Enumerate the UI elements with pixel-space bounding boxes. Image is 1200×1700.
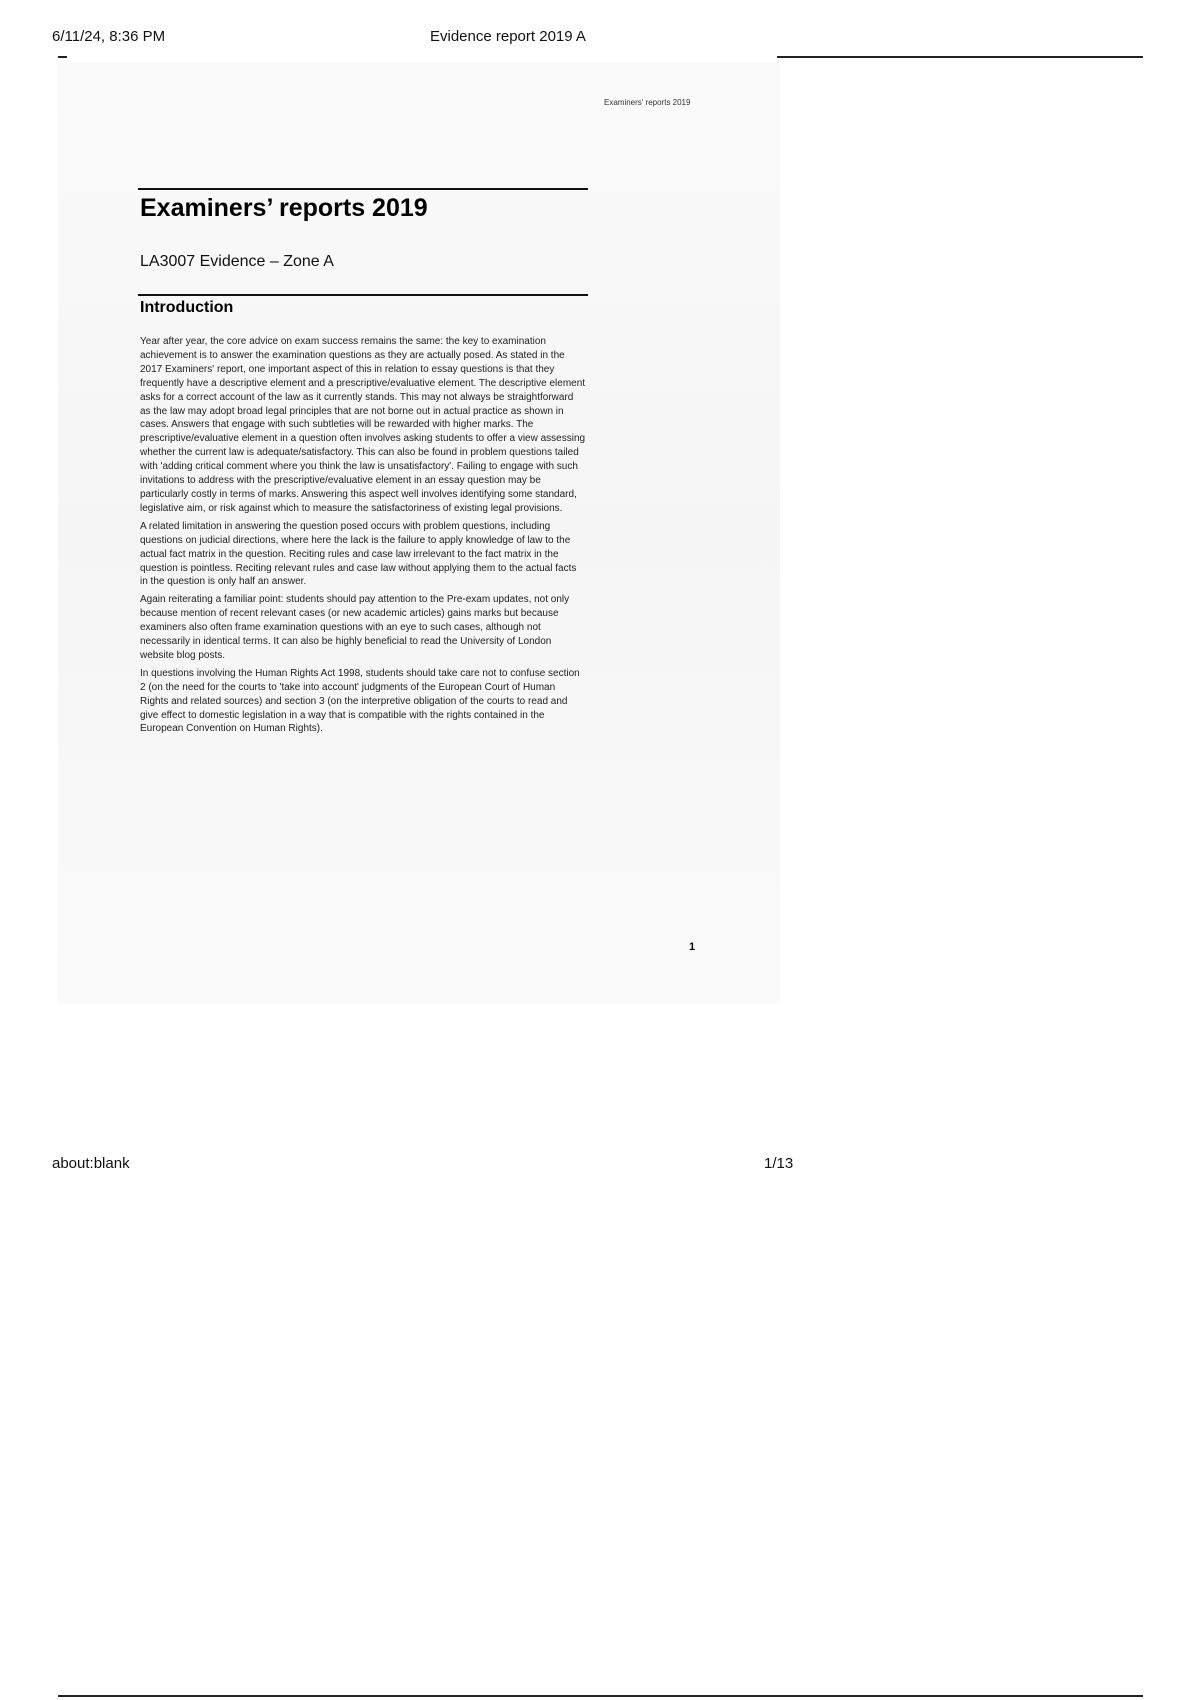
paragraph: In questions involving the Human Rights Act 1998, students should take care not to confuse section 2 (on the need for the courts to 'take into account' judgments of the European Court of Human Rights and related sources) and section 3 (on the interpretive obligation of the courts to read and give effect to domestic legislation in a way that is compatible with the rights contained in the European Convention on Human Rights). (140, 667, 580, 735)
print-header-title: Evidence report 2019 A (430, 28, 586, 45)
page-number: 1 (689, 941, 696, 953)
document-subtitle: LA3007 Evidence – Zone A (140, 253, 334, 270)
body-text (140, 335, 586, 740)
print-footer-page-count: 1/13 (764, 1155, 794, 1172)
print-header-datetime: 6/11/24, 8:36 PM (52, 28, 166, 45)
header-dash (58, 56, 67, 58)
paragraph: Again reiterating a familiar point: students should pay attention to the Pre-exam updates, not only because mention of recent relevant cases (or new academic articles) gains marks but because examiners also often frame examination questions with an eye to such cases, although not necessarily in identical terms. It can also be highly beneficial to read the University of London website blog posts. (140, 594, 570, 661)
header-rule (777, 56, 1143, 58)
section-rule (138, 294, 588, 296)
paragraph: A related limitation in answering the question posed occurs with problem questions, including questions on judicial directions, where here the lack is the failure to apply knowledge of law to the actual fact matrix in the question. Reciting rules and case law irrelevant to the fact matrix in the question is pointless. Reciting relevant rules and case law without applying them to the actual facts in the question is only half an answer. (140, 520, 577, 588)
document-title: Examiners’ reports 2019 (140, 194, 428, 222)
running-head: Examiners' reports 2019 (604, 98, 691, 107)
bottom-rule (58, 1695, 1143, 1697)
paragraph: Year after year, the core advice on exam success remains the same: the key to examination achievement is to answer the examination questions as they are actually posed. As stated in the 2017 Examiners' report, one important aspect of this in relation to essay questions is that they frequently have a descriptive element and a prescriptive/evaluative element. The descriptive element asks for a correct account of the law as it currently stands. This may not always be straightforward as the law may adopt broad legal principles that are not borne out in actual practice as shown in cases. Answers that engage with such subtleties will be rewarded with higher marks. The prescriptive/evaluative element in a question often involves asking students to offer a view assessing whether the current law is adequate/satisfactory. This can also be found in problem questions tailed with 'adding critical comment where you think the law is unsatisfactory'. Failing to engage with such invitations to address with the prescriptive/evaluative element in an essay question may be particularly costly in terms of marks. Answering this aspect well involves identifying some standard, legislative aim, or risk against which to measure the satisfactoriness of existing legal provisions. (140, 336, 586, 514)
title-rule (138, 188, 588, 190)
section-heading: Introduction (140, 299, 234, 316)
print-footer-url: about:blank (52, 1155, 130, 1172)
